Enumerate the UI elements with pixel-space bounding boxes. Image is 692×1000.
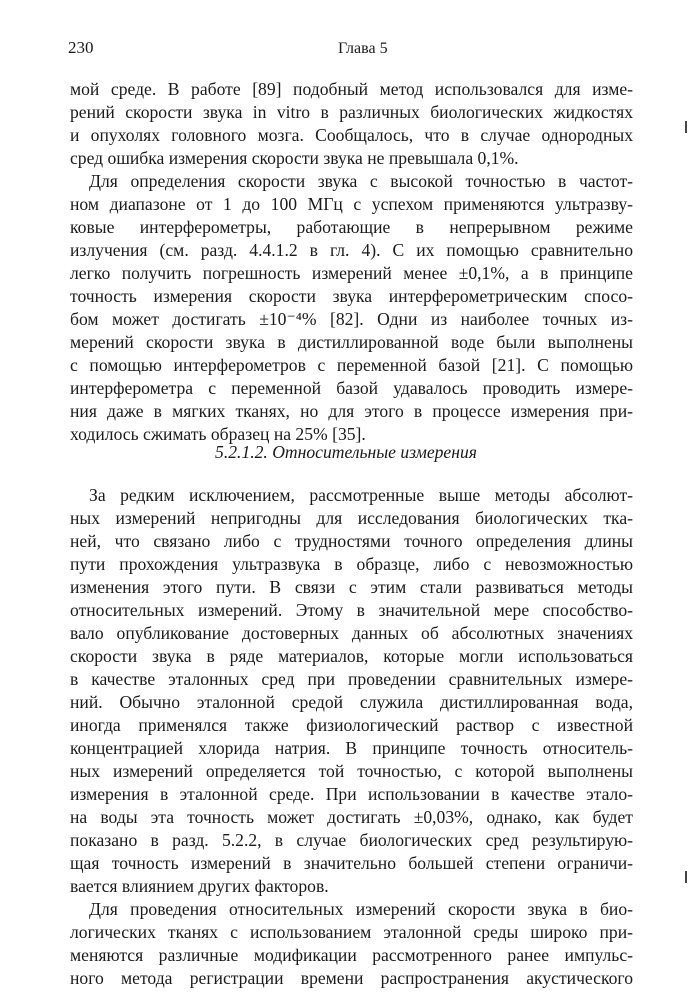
text-line: изменения этого пути. В связи с этим стали развиваться методы	[70, 577, 633, 597]
text-line: легко получить погрешность измерений менее ±0,1%, а в принципе	[70, 263, 633, 283]
text-line: логических тканях с использованием эталонной среды широко при-	[70, 922, 633, 942]
text-line: интерферометра с переменной базой удавалось проводить измере-	[70, 378, 633, 398]
text-line: относительных измерений. Этому в значительной мере способство-	[70, 600, 633, 620]
text-line: ковые интерферометры, работающие в непрерывном режиме	[70, 217, 633, 237]
text-line: Для определения скорости звука с высокой точностью в частот-	[89, 171, 633, 191]
text-line: сред ошибка измерения скорости звука не превышала 0,1%.	[70, 148, 519, 168]
text-line: ных измерений непригодны для исследования биологических тка-	[70, 508, 633, 528]
text-line: ного метода регистрации времени распространения акустического	[70, 968, 633, 988]
text-line: скорости звука в ряде материалов, которые могли использоваться	[70, 646, 633, 666]
section-heading: 5.2.1.2. Относительные измерения	[215, 442, 477, 462]
text-line: с помощью интерферометров с переменной базой [21]. С помощью	[70, 355, 633, 375]
text-line: мерений скорости звука в дистиллированной воде были выполнены	[70, 332, 633, 352]
text-line: показано в разд. 5.2.2, в случае биологических сред результирую-	[70, 830, 633, 850]
text-line: и опухолях головного мозга. Сообщалось, что в случае однородных	[70, 125, 633, 145]
text-line: ний. Обычно эталонной средой служила дистиллированная вода,	[70, 692, 633, 712]
text-line: щая точность измерений в значительно большей степени ограничи-	[70, 853, 633, 873]
text-line: вало опубликование достоверных данных об абсолютных значениях	[70, 623, 633, 643]
text-line: иногда применялся также физиологический раствор с известной	[70, 715, 633, 735]
text-line: За редким исключением, рассмотренные выше методы абсолют-	[89, 485, 633, 505]
text-line: рений скорости звука in vitro в различных биологических жидкостях	[70, 102, 633, 122]
text-line: измерения в эталонной среде. При использовании в качестве этало-	[70, 784, 633, 804]
text-line: ния даже в мягких тканях, но для этого в процессе измерения при-	[70, 401, 633, 421]
page-number: 230	[68, 38, 94, 57]
margin-mark	[685, 121, 687, 133]
text-line: излучения (см. разд. 4.4.1.2 в гл. 4). С их помощью сравнительно	[70, 240, 633, 260]
text-line: ных измерений определяется той точностью, с которой выполнены	[70, 761, 633, 781]
text-line: Для проведения относительных измерений скорости звука в био-	[89, 899, 633, 919]
text-line: ходилось сжимать образец на 25% [35].	[70, 424, 366, 444]
text-line: точность измерения скорости звука интерферометрическим спосо-	[70, 286, 633, 306]
running-head: Глава 5	[338, 40, 388, 57]
text-line: ном диапазоне от 1 до 100 МГц с успехом применяются ультразву-	[70, 194, 633, 214]
margin-mark	[685, 871, 687, 883]
text-line: концентрацией хлорида натрия. В принципе точность относитель-	[70, 738, 633, 758]
text-line: мой среде. В работе [89] подобный метод использовался для изме-	[70, 79, 633, 99]
text-line: пути прохождения ультразвука в образце, либо с невозможностью	[70, 554, 633, 574]
text-line: ней, что связано либо с трудностями точного определения длины	[70, 531, 633, 551]
text-line: в качестве эталонных сред при проведении сравнительных измере-	[70, 669, 633, 689]
text-line: на воды эта точность может достигать ±0,03%, однако, как будет	[70, 807, 633, 827]
text-line: меняются различные модификации рассмотренного ранее импульс-	[70, 945, 633, 965]
text-line: вается влиянием других факторов.	[70, 876, 329, 896]
text-line: бом может достигать ±10⁻⁴% [82]. Одни из наиболее точных из-	[70, 309, 633, 329]
